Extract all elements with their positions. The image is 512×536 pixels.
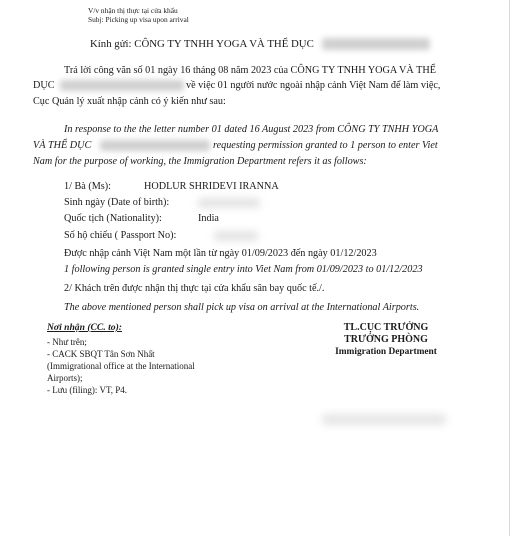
addressee: Kính gửi: CÔNG TY TNHH YOGA VÀ THỂ DỤC [90, 38, 314, 50]
en-intro-line1: In response to the the letter number 01 dated 16 August 2023 from CÔNG TY TNHH YOGA [64, 124, 439, 135]
recipient-item: - Như trên; [47, 337, 87, 347]
entry-vi: Được nhập cảnh Việt Nam một lần từ ngày 01/09/2023 đến ngày 01/12/2023 [64, 248, 377, 259]
pickup-en: The above mentioned person shall pick up visa on arrival at the International Airports. [64, 302, 420, 313]
pickup-vi: 2/ Khách trên được nhận thị thực tại cửa khẩu sân bay quốc tế./. [64, 283, 325, 294]
redacted-dob [198, 198, 260, 208]
dob-label: Sinh ngày (Date of birth): [64, 197, 170, 208]
redacted-company-suffix-en [100, 140, 210, 151]
recipient-item: Airports); [47, 373, 83, 383]
vi-intro-line2a: DỤC [33, 80, 55, 91]
nationality-label: Quốc tịch (Nationality): [64, 213, 162, 224]
person-title-label: 1/ Bà (Ms): [64, 181, 111, 192]
passport-label: Số hộ chiếu ( Passport No): [64, 230, 177, 241]
vi-intro-line1: Trả lời công văn số 01 ngày 16 tháng 08 năm 2023 của CÔNG TY TNHH YOGA VÀ THỂ [64, 65, 436, 76]
person-name: HODLUR SHRIDEVI IRANNA [144, 181, 279, 192]
recipients-heading: Nơi nhận (CC. to): [47, 322, 122, 333]
en-intro-line3: Nam for the purpose of working, the Immigration Department refers it as follows: [33, 156, 367, 167]
en-intro-line2a: VÀ THỂ DỤC [33, 140, 92, 151]
en-intro-line2b: requesting permission granted to 1 person to enter Viet [213, 140, 438, 151]
recipient-item: (Immigrational office at the International [47, 361, 195, 371]
subject-vi: V/v nhận thị thực tại cửa khẩu [88, 6, 178, 15]
recipient-item: - Lưu (filing): VT, P4. [47, 385, 128, 395]
redacted-signatory [322, 414, 446, 425]
redacted-company-suffix [60, 80, 184, 91]
signature-line1: TL.CỤC TRƯỞNG [343, 322, 429, 333]
redacted-passport [214, 231, 258, 241]
redacted-company-name [322, 38, 430, 50]
vi-intro-line2b: về việc 01 người nước ngoài nhập cảnh Việt Nam để làm việc, [186, 80, 441, 91]
nationality-value: India [198, 213, 219, 224]
vi-intro-line3: Cục Quản lý xuất nhập cảnh có ý kiến như sau: [33, 96, 226, 107]
signature-line3: Immigration Department [335, 347, 437, 357]
signature-line2: TRƯỞNG PHÒNG [344, 334, 428, 345]
subject-en: Subj: Picking up visa upon arrival [88, 15, 189, 24]
entry-en: 1 following person is granted single entry into Viet Nam from 01/09/2023 to 01/12/2023 [64, 264, 423, 275]
recipient-item: - CACK SBQT Tân Sơn Nhất [47, 349, 155, 359]
